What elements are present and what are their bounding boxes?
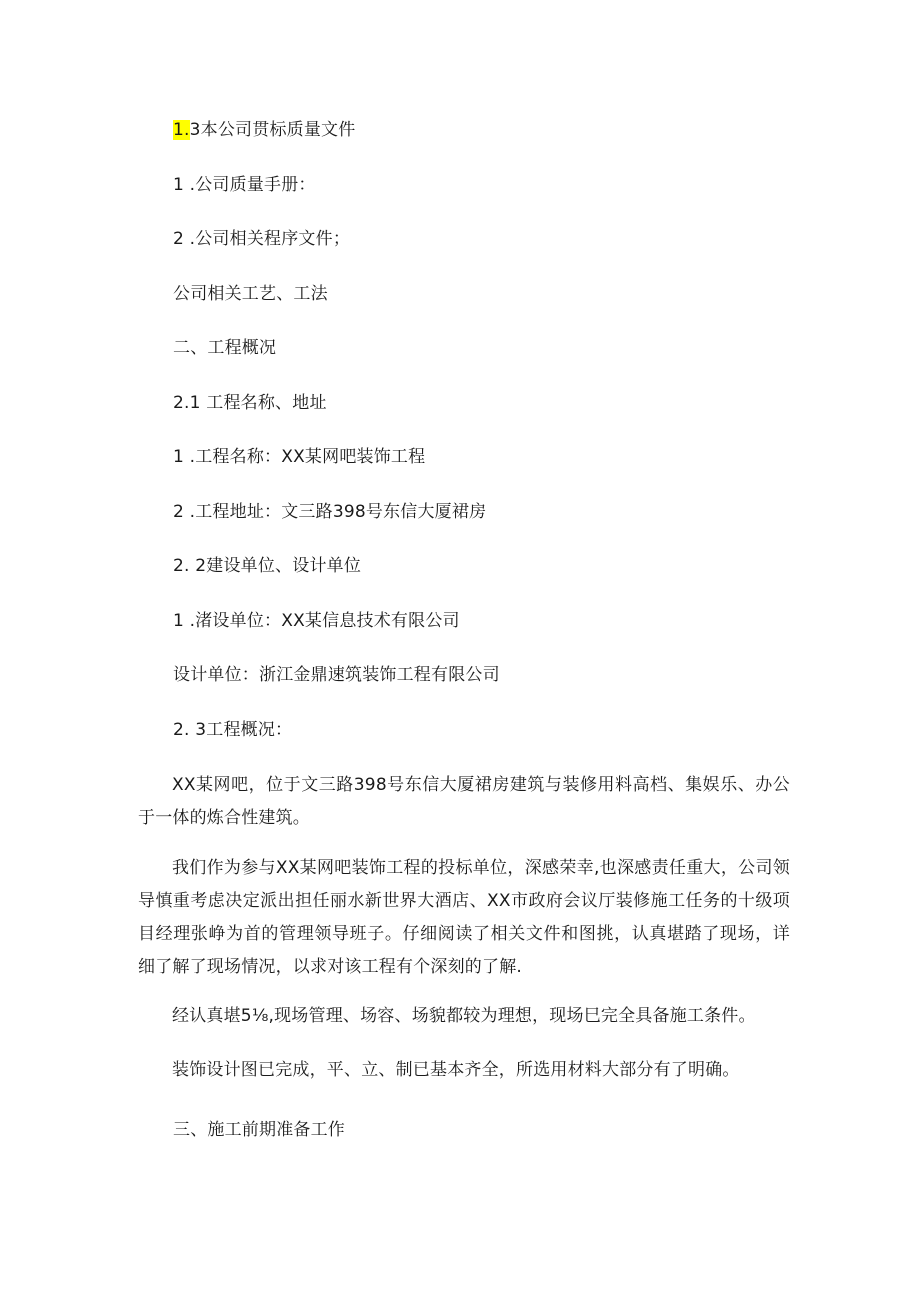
highlighted-text: 1. <box>173 120 190 140</box>
subheading-owner-designer: 2. 2建设单位、设计单位 <box>173 556 362 576</box>
list-item-process-methods: 公司相关工艺、工法 <box>173 284 328 304</box>
paragraph-site-conditions: 经认真堪5⅛,现场管理、场容、场貌都较为理想，现场巳完全具备施工条件。 <box>172 1006 756 1026</box>
list-item-project-name: 1 .工程名称：XX某网吧装饰工程 <box>173 447 426 467</box>
list-item-owner-unit: 1 .渚设单位：XX某信息技术有限公司 <box>173 611 460 631</box>
section-heading-preparation: 三、施工前期准备工作 <box>173 1120 345 1140</box>
list-item-design-unit: 设计单位：浙江金鼎速筑装饰工程有限公司 <box>173 665 500 685</box>
section-heading-project-overview: 二、工程概况 <box>173 338 277 358</box>
paragraph-project-description: XX某网吧，位于文三路398号东信大厦裙房建筑与装修用料高档、集娱乐、办公于一体的炼合性建筑。 <box>138 775 790 828</box>
list-item-procedure-docs: 2 .公司相关程序文件； <box>173 229 351 249</box>
heading-1-3-text: 3本公司贯标质量文件 <box>189 120 356 140</box>
paragraph-design-drawings: 装饰设计图已完成，平、立、制已基本齐全，所选用材料大部分有了明确。 <box>172 1060 740 1080</box>
list-item-quality-manual: 1 .公司质量手册： <box>173 175 316 195</box>
heading-1-3 <box>173 119 355 141</box>
paragraph-bid-statement: 我们作为参与XX某网吧装饰工程的投标单位，深感荣幸,也深感责任重大，公司领导慎重考虑决定派出担任丽水新世界大酒店、XX市政府会议厅装修施工任务的十级项目经理张峥为首的管理领导班子。仔细阅读了相关文件和图挑，认真堪踏了现场，详细了解了现场情况，以求对该工程有个深刻的了解. <box>138 858 790 977</box>
subheading-project-summary: 2. 3工程概况： <box>173 720 293 740</box>
subheading-project-name-address: 2.1 工程名称、地址 <box>173 393 327 413</box>
list-item-project-address: 2 .工程地址：文三路398号东信大厦裙房 <box>173 502 487 522</box>
